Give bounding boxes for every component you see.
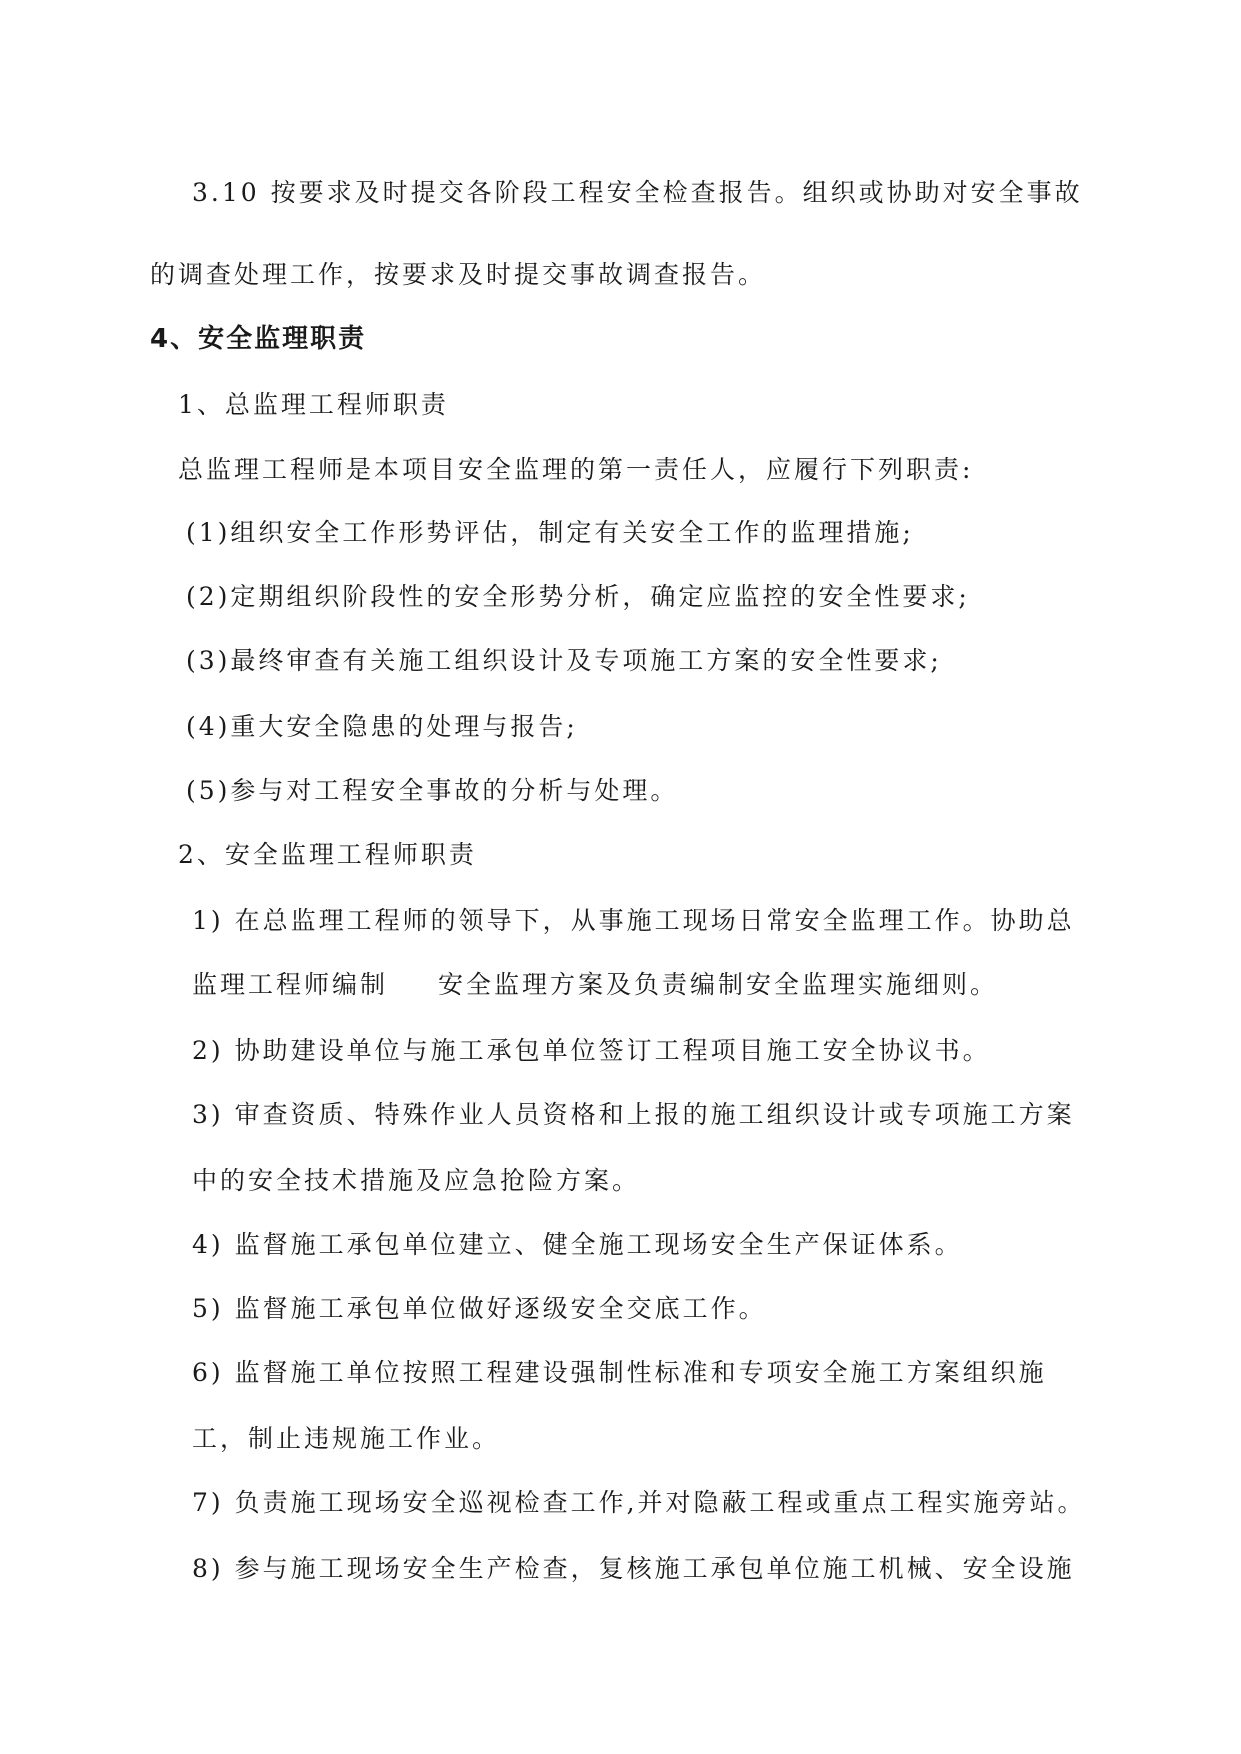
chief-supervisor-intro: 总监理工程师是本项目安全监理的第一责任人，应履行下列职责: [178, 455, 974, 484]
duty-item-4: (4)重大安全隐患的处理与报告; [186, 712, 578, 741]
safety-duty-1-line-2-part-1: 监理工程师编制 [192, 970, 389, 999]
duty-item-2: (2)定期组织阶段性的安全形势分析，确定应监控的安全性要求; [186, 582, 970, 611]
duty-item-3: (3)最终审查有关施工组织设计及专项施工方案的安全性要求; [186, 646, 942, 675]
safety-duty-6-line-1: 6) 监督施工单位按照工程建设强制性标准和专项安全施工方案组织施 [192, 1358, 1047, 1387]
safety-duty-2: 2) 协助建设单位与施工承包单位签订工程项目施工安全协议书。 [192, 1036, 991, 1065]
safety-duty-5: 5) 监督施工承包单位做好逐级安全交底工作。 [192, 1294, 767, 1323]
safety-duty-1-line-2-part-2: 安全监理方案及负责编制安全监理实施细则。 [438, 970, 999, 999]
paragraph-3-10-line-1: 3.10 按要求及时提交各阶段工程安全检查报告。组织或协助对安全事故 [192, 178, 1083, 207]
safety-duty-1-line-2 [192, 970, 998, 1000]
subheading-safety-supervisor: 2、安全监理工程师职责 [178, 840, 477, 869]
subheading-chief-supervisor: 1、总监理工程师职责 [178, 390, 449, 419]
duty-item-5: (5)参与对工程安全事故的分析与处理。 [186, 776, 679, 805]
section-heading: 4、安全监理职责 [150, 324, 367, 354]
safety-duty-3-line-2: 中的安全技术措施及应急抢险方案。 [192, 1166, 641, 1195]
safety-duty-1-line-1: 1) 在总监理工程师的领导下，从事施工现场日常安全监理工作。协助总 [192, 906, 1075, 935]
safety-duty-3-line-1: 3) 审查资质、特殊作业人员资格和上报的施工组织设计或专项施工方案 [192, 1100, 1075, 1129]
paragraph-3-10-line-2: 的调查处理工作，按要求及时提交事故调查报告。 [150, 260, 767, 289]
safety-duty-4: 4) 监督施工承包单位建立、健全施工现场安全生产保证体系。 [192, 1230, 963, 1259]
safety-duty-7: 7) 负责施工现场安全巡视检查工作,并对隐蔽工程或重点工程实施旁站。 [192, 1488, 1086, 1517]
duty-item-1: (1)组织安全工作形势评估，制定有关安全工作的监理措施; [186, 518, 914, 547]
safety-duty-6-line-2: 工，制止违规施工作业。 [192, 1424, 501, 1453]
safety-duty-8-line-1: 8) 参与施工现场安全生产检查，复核施工承包单位施工机械、安全设施 [192, 1554, 1075, 1583]
